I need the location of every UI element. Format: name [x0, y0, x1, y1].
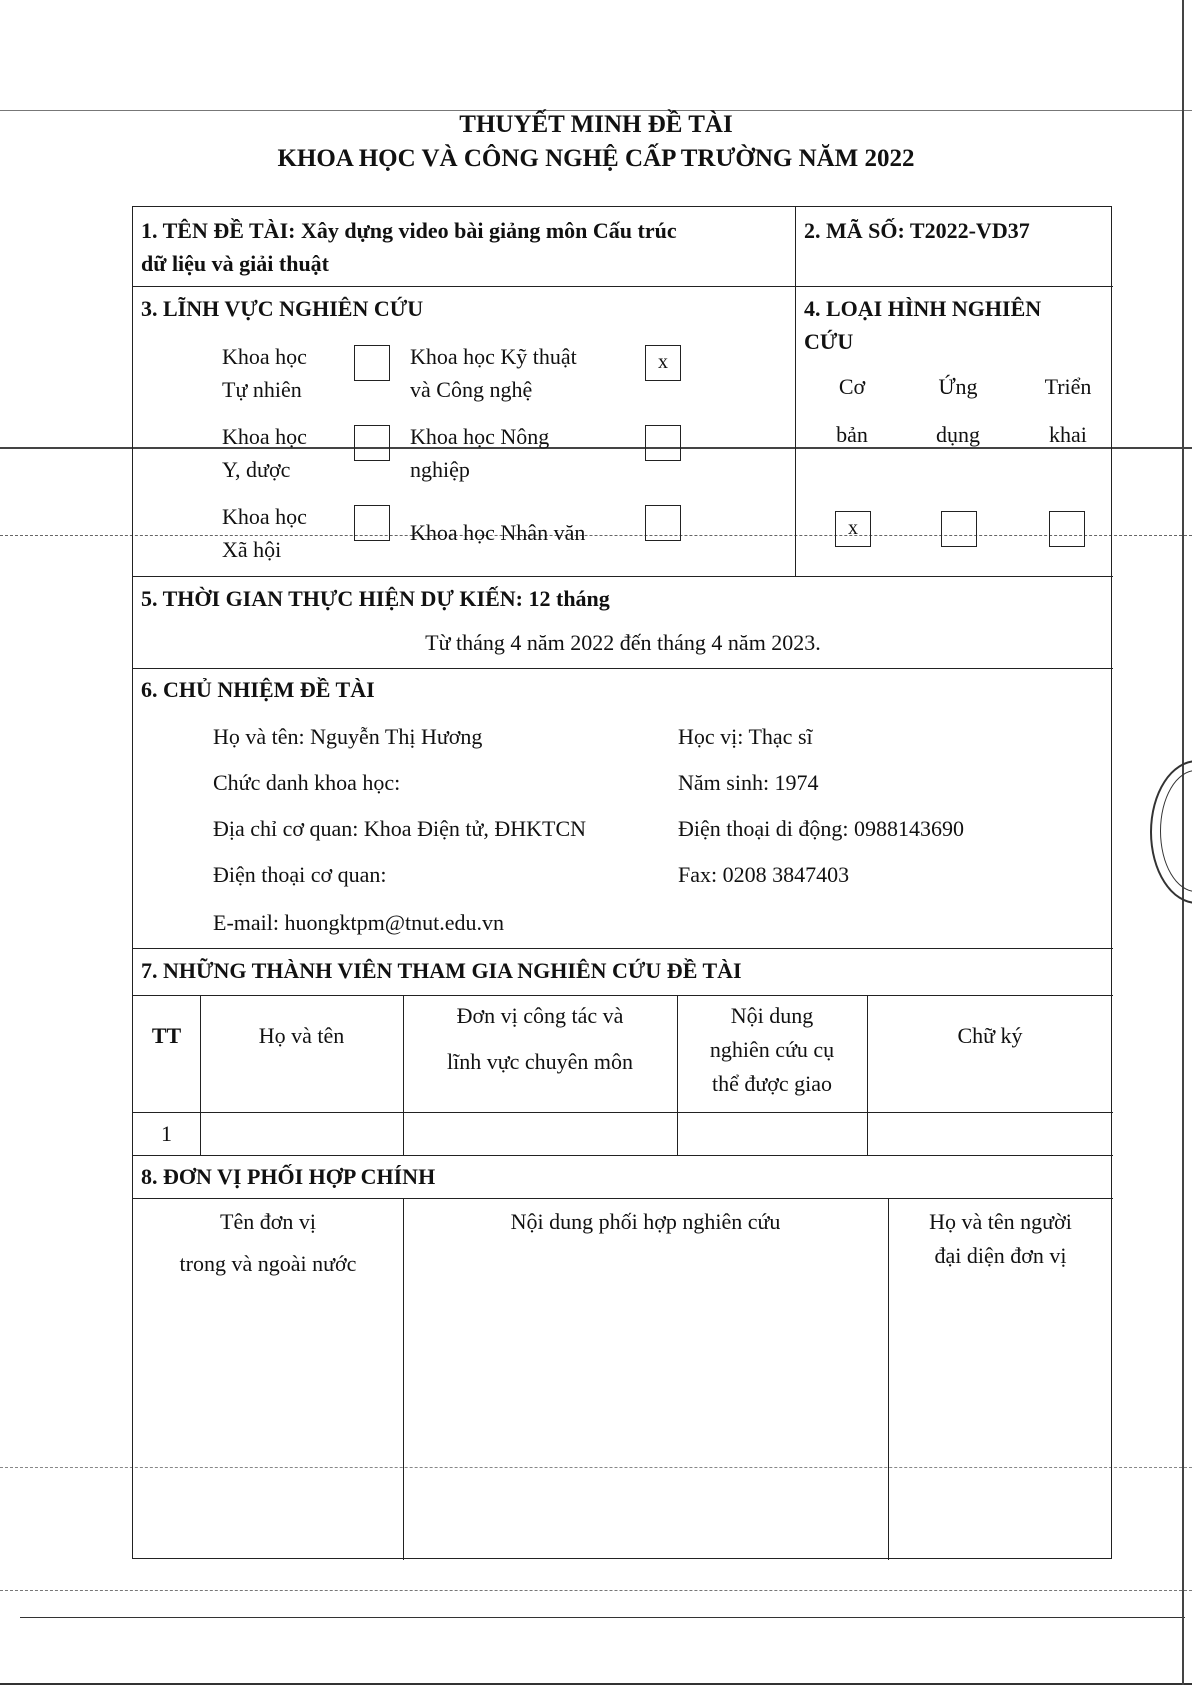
type-label: Ứng — [938, 374, 978, 399]
pi-birth-year: Năm sinh: 1974 — [678, 770, 819, 795]
checkbox-natural-sciences[interactable] — [354, 345, 390, 381]
section-6-label: 6. CHỦ NHIỆM ĐỀ TÀI — [141, 677, 375, 702]
field-label: Xã hội — [222, 537, 282, 562]
members-header-unit: Đơn vị công tác và — [456, 1003, 624, 1028]
partners-header-unit: Tên đơn vị — [220, 1209, 316, 1234]
members-header-task: thể được giao — [711, 1071, 833, 1096]
pi-fax: Fax: 0208 3847403 — [678, 862, 850, 887]
section-7-label: 7. NHỮNG THÀNH VIÊN THAM GIA NGHIÊN CỨU ĐỀ TÀI — [141, 958, 742, 983]
field-label: và Công nghệ — [410, 377, 533, 402]
members-header-sign: Chữ ký — [957, 1023, 1023, 1048]
members-header-task: nghiên cứu cụ — [709, 1037, 835, 1062]
section-8-label: 8. ĐƠN VỊ PHỐI HỢP CHÍNH — [141, 1164, 436, 1189]
field-label: Khoa học Nông — [410, 424, 550, 449]
pi-office-phone: Điện thoại cơ quan: — [213, 862, 387, 887]
checkbox-engineering-technology[interactable]: x — [645, 345, 681, 381]
field-label: Khoa học Kỹ thuật — [410, 344, 577, 369]
checkbox-medical-pharma[interactable] — [354, 425, 390, 461]
proposal-form — [132, 206, 1112, 1559]
scan-line — [0, 1590, 1192, 1591]
field-label: Khoa học Nhân văn — [410, 520, 586, 545]
partners-header-content: Nội dung phối hợp nghiên cứu — [510, 1209, 781, 1234]
section-5-label: 5. THỜI GIAN THỰC HIỆN DỰ KIẾN: 12 tháng — [141, 586, 610, 611]
type-label: bản — [836, 422, 868, 447]
partners-header-rep: Họ và tên người — [929, 1209, 1072, 1234]
section-1-label: 1. TÊN ĐỀ TÀI: Xây dựng video bài giảng môn Cấu trúc — [141, 218, 677, 243]
partners-header-unit: trong và ngoài nước — [179, 1251, 357, 1276]
section-3-label: 3. LĨNH VỰC NGHIÊN CỨU — [141, 296, 424, 321]
field-label: Tự nhiên — [222, 377, 302, 402]
field-label: Khoa học — [222, 504, 307, 529]
document-title — [0, 108, 1192, 176]
checkbox-development[interactable] — [1049, 511, 1085, 547]
pi-mobile: Điện thoại di động: 0988143690 — [678, 816, 964, 841]
type-label: dụng — [936, 422, 980, 447]
members-header-unit: lĩnh vực chuyên môn — [446, 1049, 634, 1074]
field-label: Khoa học — [222, 424, 307, 449]
title-line-2: KHOA HỌC VÀ CÔNG NGHỆ CẤP TRƯỜNG NĂM 2022 — [277, 145, 915, 172]
section-4-label-cont: CỨU — [804, 329, 854, 354]
members-row-tt: 1 — [161, 1121, 172, 1146]
pi-name: Họ và tên: Nguyễn Thị Hương — [213, 724, 483, 749]
stamp-seal — [1150, 760, 1192, 904]
members-header-task: Nội dung — [730, 1003, 814, 1028]
checkbox-applied-research[interactable] — [941, 511, 977, 547]
section-4-label: 4. LOẠI HÌNH NGHIÊN — [804, 296, 1042, 321]
members-header-tt: TT — [151, 1023, 182, 1048]
field-label: nghiệp — [410, 457, 470, 482]
pi-email: E-mail: huongktpm@tnut.edu.vn — [213, 910, 504, 935]
members-header-name: Họ và tên — [258, 1023, 345, 1048]
pi-office-address: Địa chỉ cơ quan: Khoa Điện tử, ĐHKTCN — [213, 816, 587, 841]
type-label: Triển — [1044, 374, 1092, 399]
checkbox-humanities[interactable] — [645, 505, 681, 541]
checkbox-basic-research[interactable]: x — [835, 511, 871, 547]
pi-degree: Học vị: Thạc sĩ — [678, 724, 813, 749]
section-1-label-cont: dữ liệu và giải thuật — [141, 251, 330, 276]
title-line-1: THUYẾT MINH ĐỀ TÀI — [459, 111, 733, 138]
type-label: Cơ — [838, 374, 866, 399]
checkbox-social-sciences[interactable] — [354, 505, 390, 541]
section-5-period: Từ tháng 4 năm 2022 đến tháng 4 năm 2023. — [425, 630, 821, 655]
section-2-label: 2. MÃ SỐ: T2022-VD37 — [804, 218, 1030, 243]
partners-header-rep: đại diện đơn vị — [934, 1243, 1067, 1268]
pi-title: Chức danh khoa học: — [213, 770, 401, 795]
checkbox-agriculture[interactable] — [645, 425, 681, 461]
type-label: khai — [1049, 422, 1087, 447]
field-label: Khoa học — [222, 344, 307, 369]
scan-line — [20, 1617, 1185, 1618]
field-label: Y, dược — [222, 457, 291, 482]
